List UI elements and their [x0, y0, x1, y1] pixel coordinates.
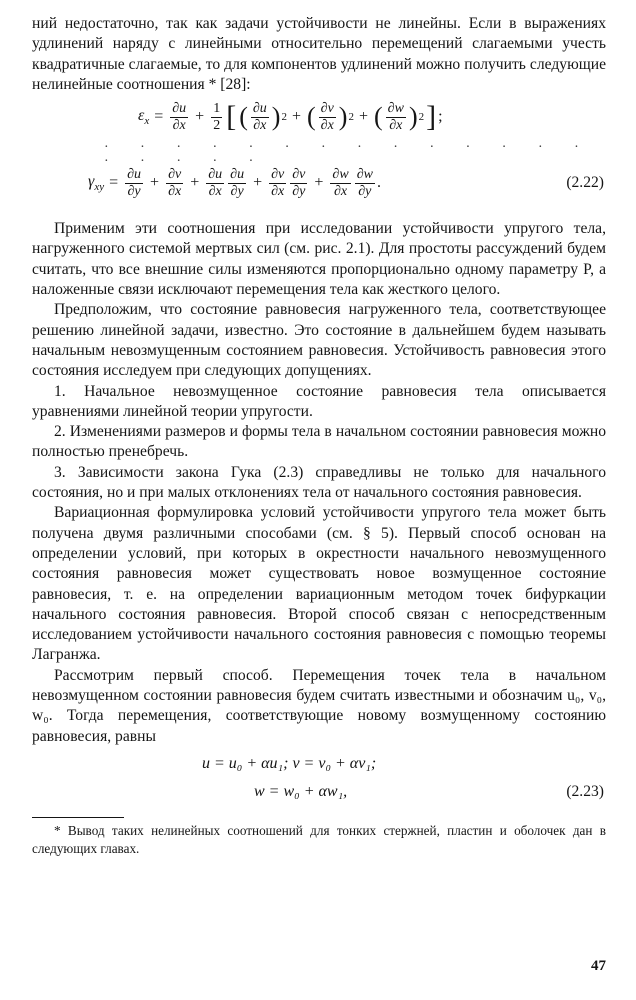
- equation-gamma-xy: $\gamma_{xy}$ = $\frac{\partial u}{\partial y}$ + $\frac{\partial v}{\partial x}$ + $\frac{\partial u}{\partial x}$ $\frac{\partial u}{\partial y}$ + $\frac{\partial v}{\partial x}$ $\frac{\partial v}{\partial y}$ + $\frac{\partial w}{\partial x}$ $\frac{\partial w}{\partial y}$ . (2.22): [88, 166, 604, 199]
- equation-number-2-22: (2.22): [566, 174, 604, 192]
- list-item-3: 3. Зависимости закона Гука (2.3) справедливы не только для начального состояния, но и при малых отклонениях тела от начального состояния равновесия.: [32, 463, 606, 502]
- equation-number-2-23: (2.23): [566, 782, 604, 800]
- equation-dots: · · · · · · · · · · · · · · · · · · ·: [104, 140, 593, 170]
- list-item-1: 1. Начальное невозмущенное состояние равновесия тела описывается уравнениями линейной теории упругости.: [32, 382, 606, 420]
- paragraph-apply: Применим эти соотношения при исследовании устойчивости упругого тела, нагруженного системой мертвых сил (см. рис. 2.1). Для простоты рассуждений будем считать, что все внешние силы изменяются пропорционально одному параметру P, а наложенные связи исключают перемещения тела как жесткого целого.: [32, 220, 606, 299]
- list-item-2: 2. Изменениями размеров и формы тела в начальном состоянии равновесия можно полностью пренебречь.: [32, 423, 606, 461]
- paragraph-variational: Вариационная формулировка условий устойчивости упругого тела может быть получена двумя различными способами (см. § 5). Первый способ основан на определении условий, при которых в окрестности начального невозмущенного состояния равновесия может существовать новое возмущенное состояние равновесия, т. е. на определении вариационным методом точек бифуркации начального состояния равновесия. Второй способ связан с непосредственным исследованием устойчивости начального состояния равновесия с помощью теоремы Лагранжа.: [32, 504, 606, 664]
- footnote-divider: [32, 817, 124, 818]
- paragraph-assume: Предположим, что состояние равновесия нагруженного тела, соответствующее решению линейной задачи, известно. Это состояние в дальнейшем будем называть начальным невозмущенным состоянием равновесия. Устойчивость равновесия этого состояния исследуем при следующих допущениях.: [32, 301, 606, 380]
- page-number: 47: [591, 958, 606, 974]
- footnote: * Вывод таких нелинейных соотношений для тонких стержней, пластин и оболочек дан в следующих главах.: [32, 822, 606, 856]
- equation-2-23-w: w = w₀ + αw₁,: [254, 782, 348, 800]
- equation-epsilon-x: $\varepsilon_x$ = $\frac{\partial u}{\partial x}$ + $\frac{1}{2}$ [ ( $\frac{\partial u}{\partial x}$ ) 2 + ( $\frac{\partial v}{\partial x}$ ) 2 + ( $\frac{\partial w}{\partial x}$ ) 2 ] ;: [138, 100, 443, 134]
- equation-2-23-line1: u = u₀ + αu₁; v = v₀ + αv₁;: [202, 754, 377, 772]
- page-content: [32, 14, 606, 858]
- paragraph-intro: ний недостаточно, так как задачи устойчивости не линейны. Если в выражениях удлинений наряду с линейными относительно перемещений слагаемыми учесть квадратичные слагаемые, то для компонентов удлинений можно получить следующие нелинейные соотношения * [28]:: [32, 15, 606, 93]
- paragraph-first-method: Рассмотрим первый способ. Перемещения точек тела в начальном невозмущенном состоянии равновесия будем считать известными и обозначим u₀, v₀, w₀. Тогда перемещения, соответствующие новому возмущенному состоянию равновесия, равны: [32, 666, 606, 745]
- equation-2-23-line2: [32, 781, 606, 805]
